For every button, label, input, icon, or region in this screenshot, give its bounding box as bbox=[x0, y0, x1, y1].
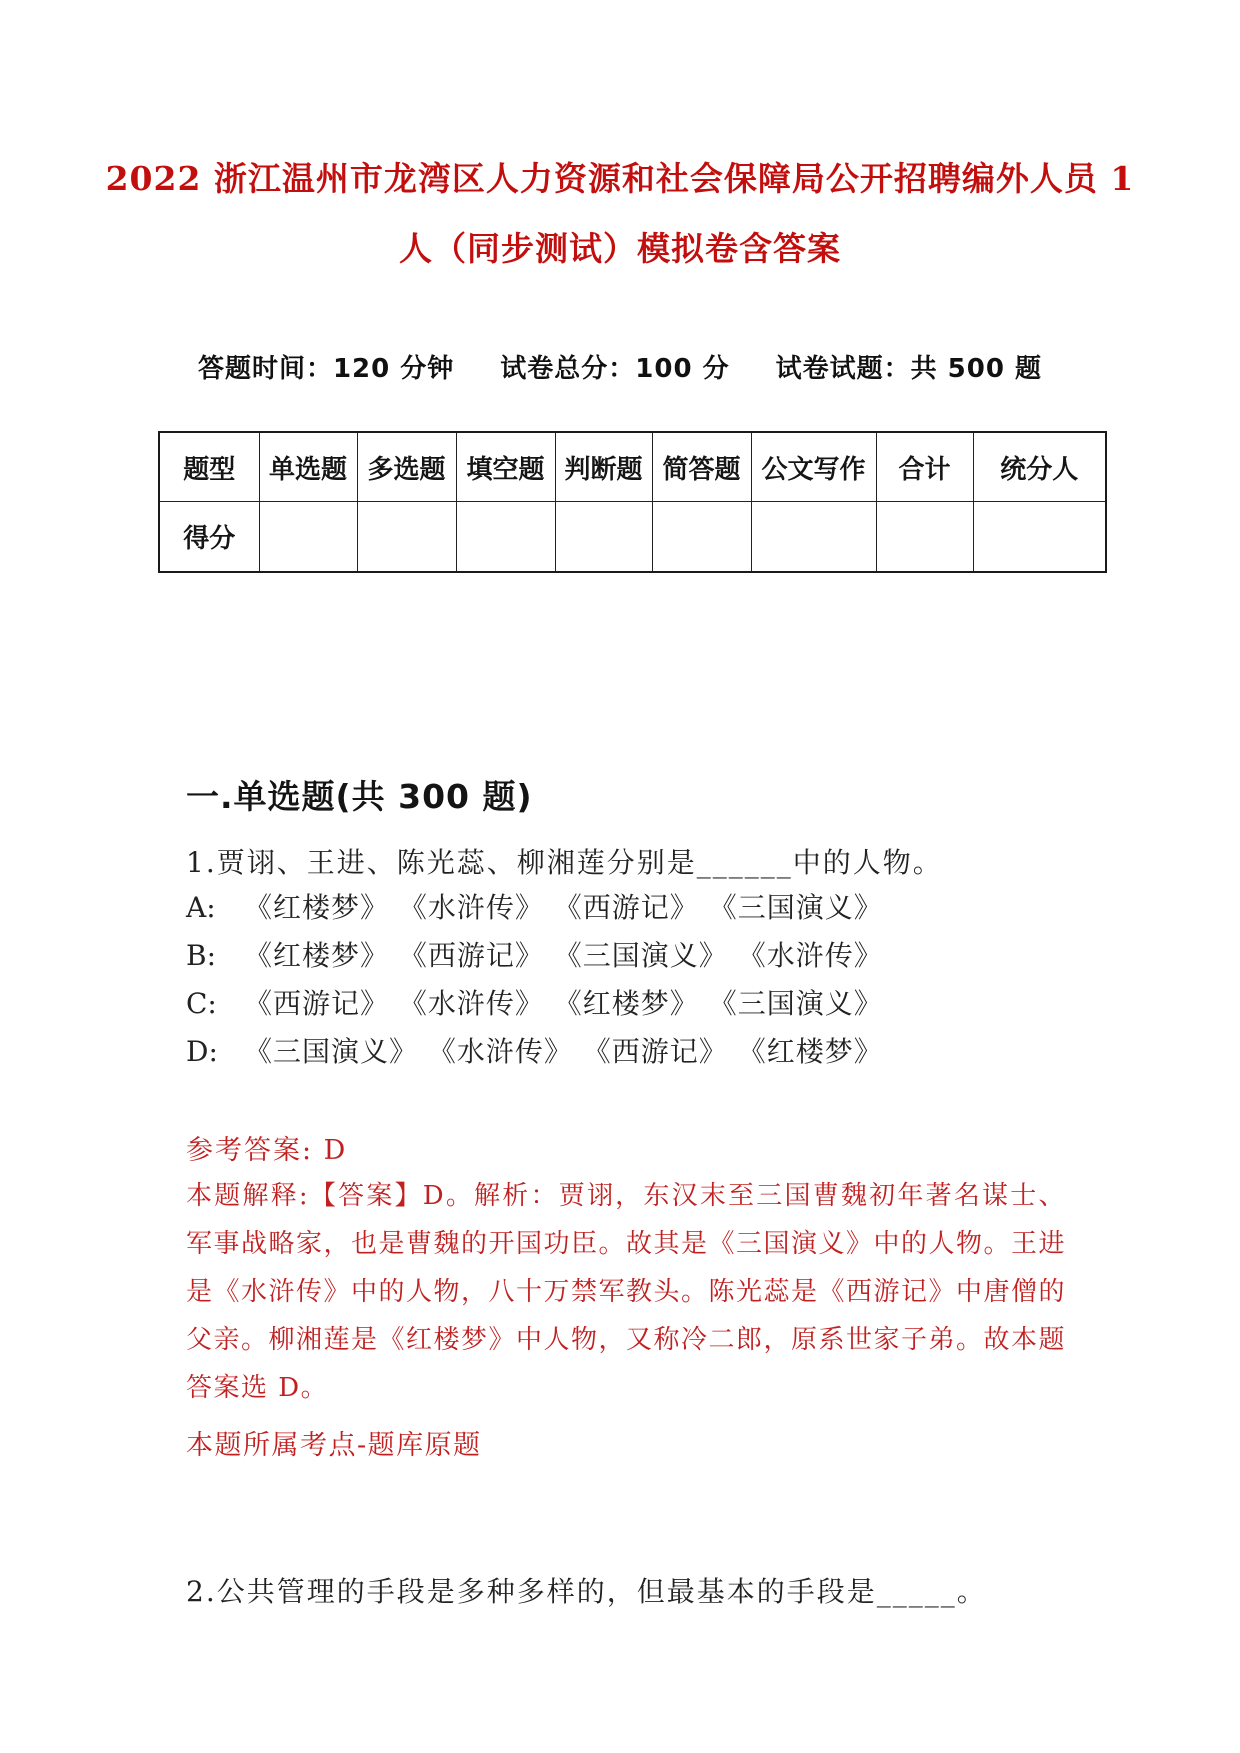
option-row-b bbox=[186, 932, 1106, 980]
score-cell bbox=[652, 502, 751, 573]
score-row-label: 得分 bbox=[159, 502, 259, 573]
question-2-text: 2.公共管理的手段是多种多样的，但最基本的手段是_____。 bbox=[186, 1575, 987, 1608]
score-cell bbox=[973, 502, 1106, 573]
score-cell bbox=[876, 502, 973, 573]
option-text-c: 《西游记》 《水浒传》 《红楼梦》 《三国演义》 bbox=[244, 987, 883, 1020]
document-title-line2: 人（同步测试）模拟卷含答案 bbox=[399, 229, 841, 268]
table-header-cell: 公文写作 bbox=[751, 432, 876, 502]
exam-time-label: 答题时间：120 分钟 bbox=[197, 354, 455, 384]
reference-answer: 参考答案: D bbox=[186, 1135, 348, 1166]
exam-info-bar bbox=[0, 348, 1240, 385]
document-title bbox=[70, 144, 1170, 284]
option-row-c bbox=[186, 980, 1106, 1028]
answer-explanation: 本题解释:【答案】D。解析：贾诩，东汉末至三国曹魏初年著名谋士、军事战略家，也是曹魏的开国功臣。故其是《三国演义》中的人物。王进是《水浒传》中的人物，八十万禁军教头。陈光蕊是《西游记》中唐僧的父亲。柳湘莲是《红楼梦》中人物，又称冷二郎，原系世家子弟。故本题答案选 D。 bbox=[186, 1181, 1067, 1403]
option-text-d: 《三国演义》 《水浒传》 《西游记》 《红楼梦》 bbox=[244, 1035, 883, 1068]
score-cell bbox=[456, 502, 555, 573]
exam-point-note: 本题所属考点-题库原题 bbox=[186, 1430, 482, 1461]
table-header-cell: 填空题 bbox=[456, 432, 555, 502]
option-row-d bbox=[186, 1028, 1106, 1076]
option-row-a bbox=[186, 884, 1106, 932]
table-header-cell: 合计 bbox=[876, 432, 973, 502]
score-table-value-row bbox=[159, 502, 1106, 573]
option-label-d: D: bbox=[186, 1035, 218, 1068]
question-1-options bbox=[186, 884, 1106, 1076]
score-table bbox=[158, 431, 1107, 573]
table-header-cell: 题型 bbox=[159, 432, 259, 502]
table-header-cell: 多选题 bbox=[357, 432, 456, 502]
score-cell bbox=[555, 502, 652, 573]
table-header-cell: 统分人 bbox=[973, 432, 1106, 502]
document-title-line1: 2022 浙江温州市龙湾区人力资源和社会保障局公开招聘编外人员 1 bbox=[105, 159, 1135, 198]
table-header-cell: 简答题 bbox=[652, 432, 751, 502]
score-cell bbox=[357, 502, 456, 573]
table-header-cell: 单选题 bbox=[259, 432, 357, 502]
section-heading: 一.单选题(共 300 题) bbox=[186, 777, 533, 816]
option-text-b: 《红楼梦》 《西游记》 《三国演义》 《水浒传》 bbox=[244, 939, 883, 972]
exam-question-count-label: 试卷试题：共 500 题 bbox=[775, 354, 1043, 384]
score-cell bbox=[259, 502, 357, 573]
option-text-a: 《红楼梦》 《水浒传》 《西游记》 《三国演义》 bbox=[244, 891, 883, 924]
exam-total-score-label: 试卷总分：100 分 bbox=[500, 354, 730, 384]
question-1-text: 1.贾诩、王进、陈光蕊、柳湘莲分别是______中的人物。 bbox=[186, 846, 943, 879]
score-table-header-row bbox=[159, 432, 1106, 502]
score-cell bbox=[751, 502, 876, 573]
option-label-b: B: bbox=[186, 939, 217, 972]
option-label-c: C: bbox=[186, 987, 217, 1020]
table-header-cell: 判断题 bbox=[555, 432, 652, 502]
option-label-a: A: bbox=[186, 891, 216, 924]
